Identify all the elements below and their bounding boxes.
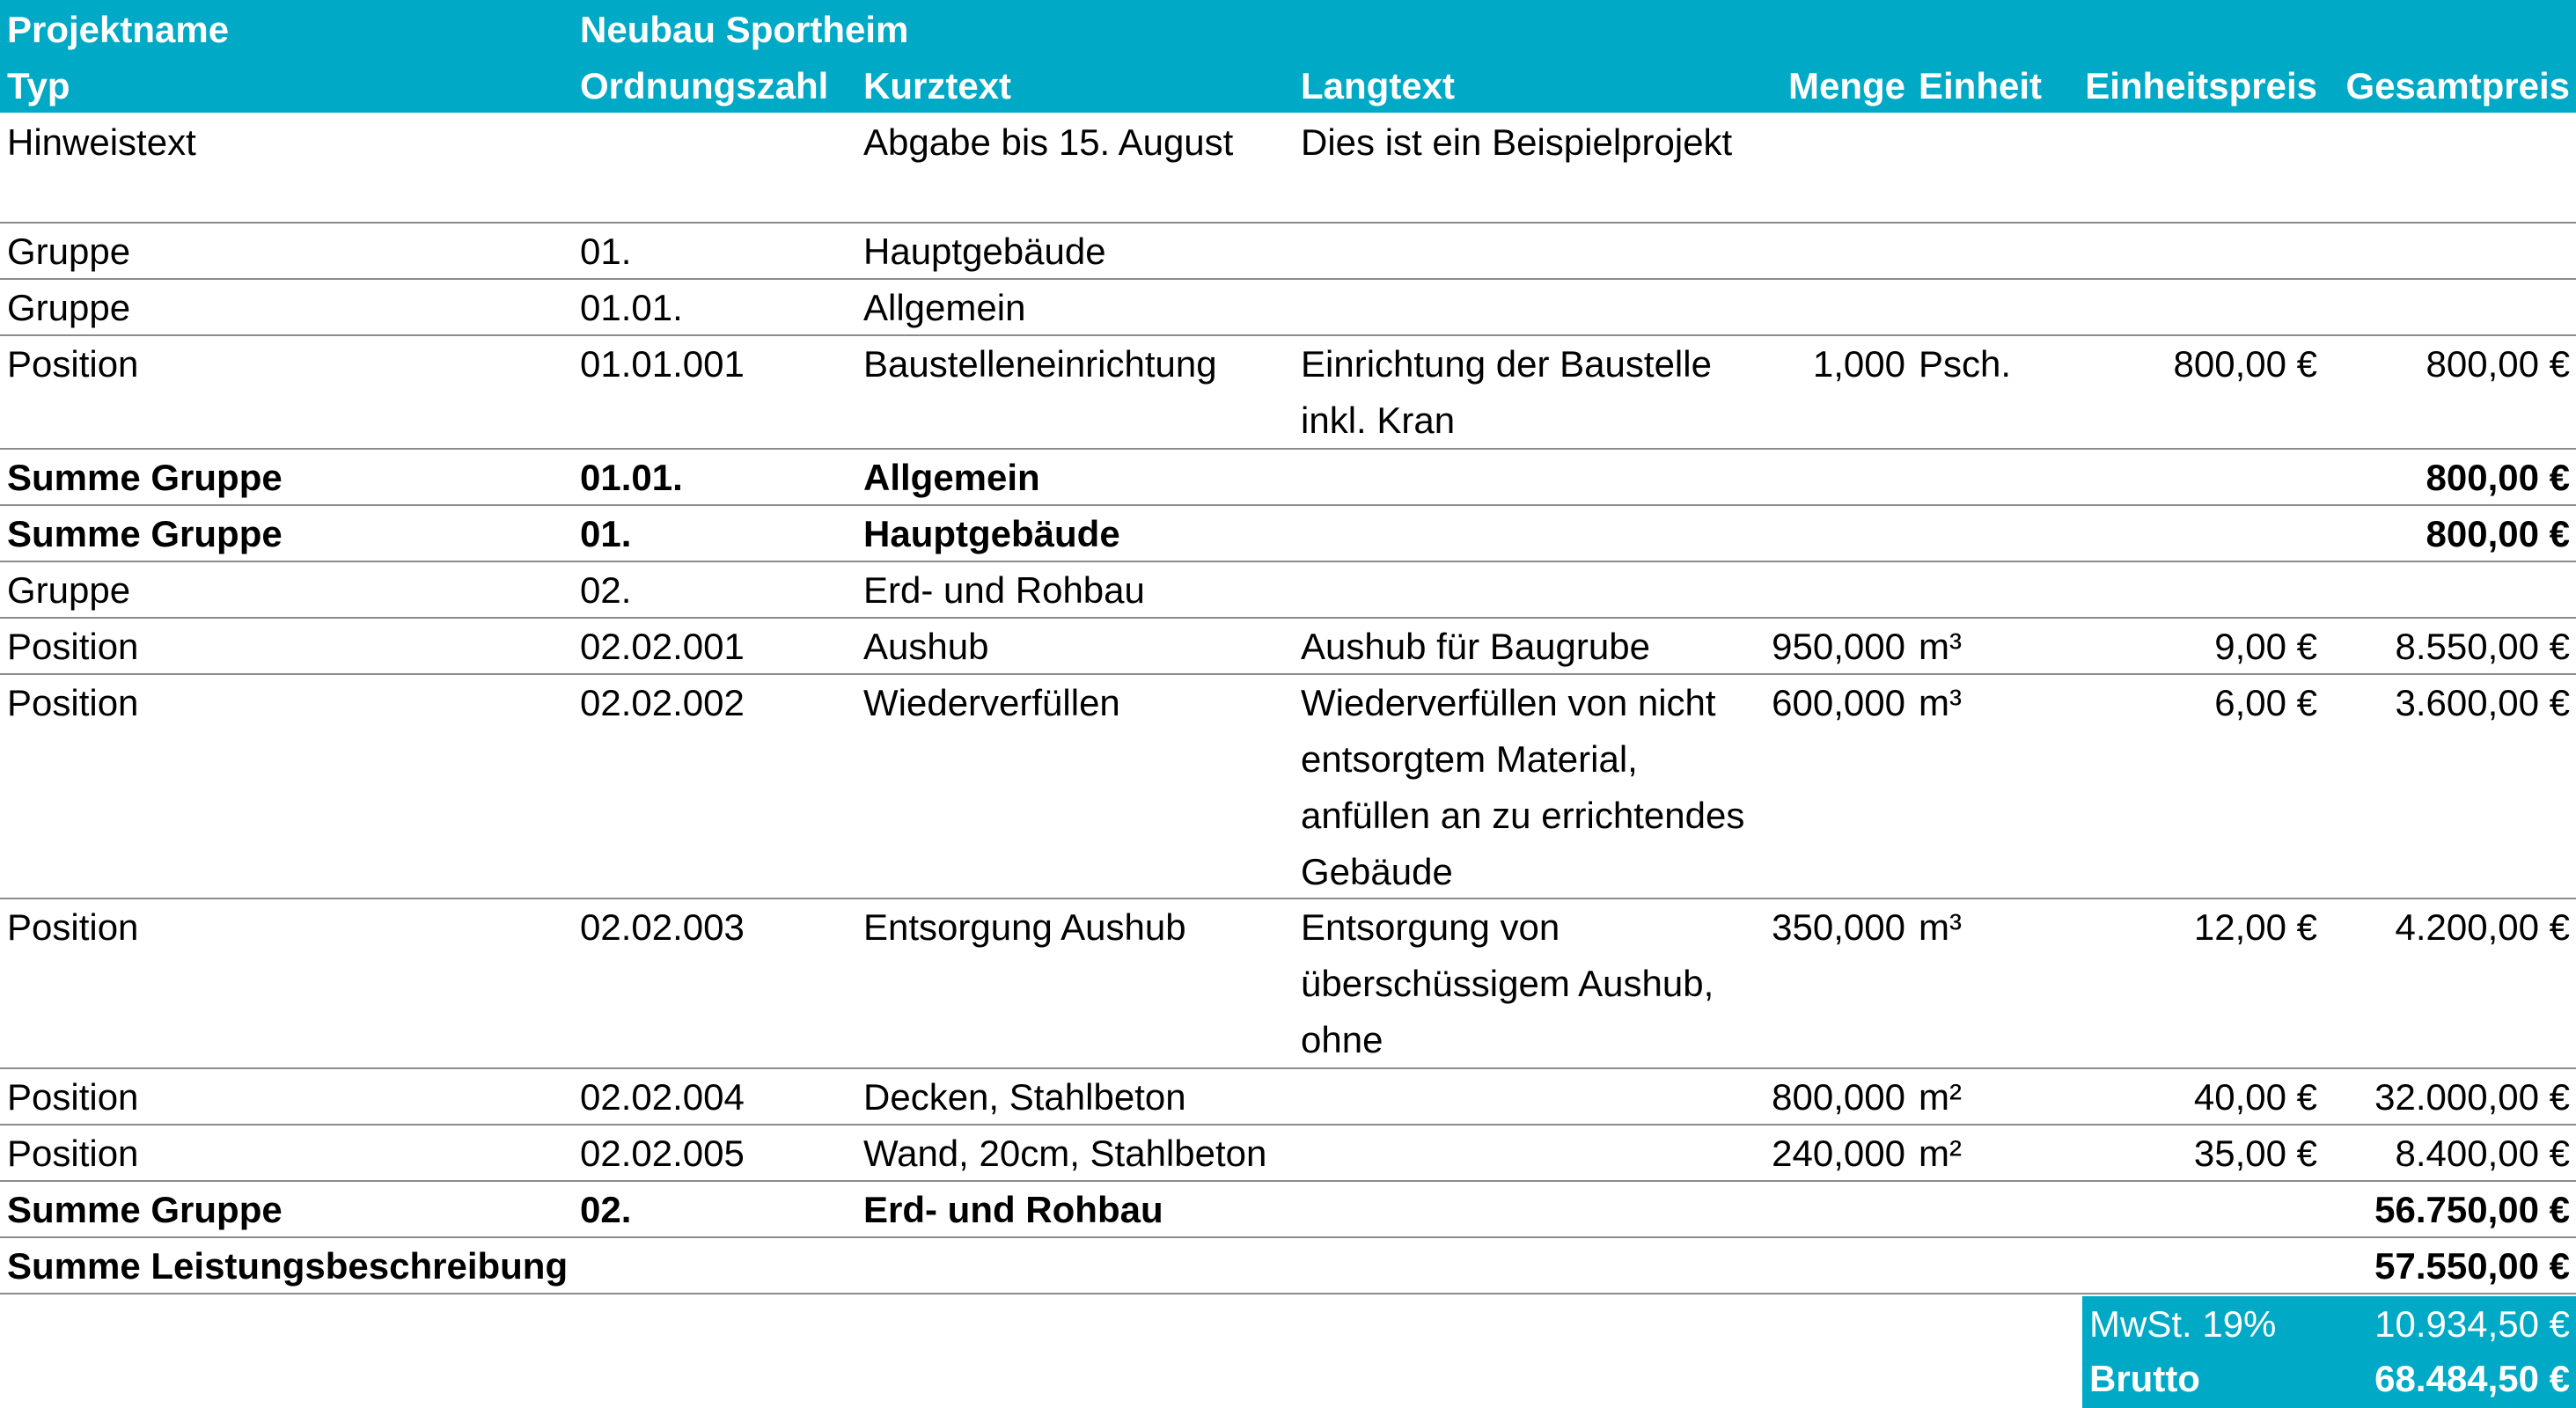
cell-ep: 9,00 € [2214, 626, 2317, 667]
cell-einheit: m² [1919, 1076, 1962, 1118]
cell-kurz: Decken, Stahlbeton [863, 1076, 1186, 1118]
cell-lang: Einrichtung der Baustelle inkl. Kran [1301, 343, 1712, 441]
col-gesamtpreis: Gesamtpreis [2345, 65, 2570, 106]
cell-typ: Position [7, 906, 139, 948]
cell-menge: 240,000 [1772, 1133, 1905, 1174]
col-typ: Typ [7, 65, 70, 106]
cell-kurz: Allgemein [863, 287, 1026, 328]
cell-typ: Summe Leistungsbeschreibung [7, 1245, 569, 1287]
cell-oz: 02.02.002 [580, 682, 745, 723]
cell-oz: 01.01. [580, 457, 683, 498]
table-row [0, 562, 2576, 619]
table-row [0, 506, 2576, 562]
cell-gp: 8.400,00 € [2395, 1133, 2570, 1174]
brutto-label: Brutto [2089, 1358, 2200, 1399]
cell-gp: 56.750,00 € [2374, 1189, 2570, 1230]
project-name: Neubau Sportheim [580, 9, 909, 50]
cell-ep: 35,00 € [2193, 1133, 2317, 1174]
cell-lang: Wiederverfüllen von nicht entsorgtem Material, anfüllen an zu errichtendes Gebäude [1301, 682, 1745, 892]
header-band [0, 0, 2576, 113]
cell-kurz: Erd- und Rohbau [863, 1189, 1163, 1230]
cell-kurz: Baustelleneinrichtung [863, 343, 1217, 385]
cell-ep: 6,00 € [2214, 682, 2317, 723]
cell-kurz: Hauptgebäude [863, 231, 1106, 272]
cell-typ: Gruppe [7, 231, 131, 272]
cell-oz: 02.02.005 [580, 1133, 745, 1174]
cell-typ: Position [7, 682, 139, 723]
cell-menge: 1,000 [1812, 343, 1905, 385]
cell-typ: Position [7, 1133, 139, 1174]
cell-oz: 02.02.001 [580, 626, 745, 667]
totals-block [2082, 1296, 2576, 1408]
table-row [0, 1182, 2576, 1238]
cell-kurz: Abgabe bis 15. August [863, 121, 1234, 163]
cell-typ: Summe Gruppe [7, 457, 283, 498]
cell-oz: 02.02.004 [580, 1076, 745, 1118]
cell-ep: 40,00 € [2193, 1076, 2317, 1118]
table-row [0, 450, 2576, 506]
cell-einheit: m³ [1919, 626, 1962, 667]
cell-lang: Aushub für Baugrube [1301, 626, 1650, 667]
cell-gp: 57.550,00 € [2374, 1245, 2570, 1287]
cell-oz: 02. [580, 1189, 632, 1230]
cell-oz: 02. [580, 569, 632, 611]
cell-oz: 02.02.003 [580, 906, 745, 948]
cell-menge: 350,000 [1772, 906, 1905, 948]
cell-lang: Entsorgung von überschüssigem Aushub, ohne [1301, 906, 1714, 1060]
cell-oz: 01.01.001 [580, 343, 745, 385]
col-menge: Menge [1787, 65, 1905, 106]
cell-lang: Dies ist ein Beispielprojekt [1301, 121, 1733, 163]
table-row [0, 1238, 2576, 1294]
cell-einheit: m³ [1919, 906, 1962, 948]
cell-kurz: Hauptgebäude [863, 513, 1120, 554]
table-row [0, 114, 2576, 224]
col-ordnungszahl: Ordnungszahl [580, 65, 829, 106]
cell-kurz: Wiederverfüllen [863, 682, 1120, 723]
cell-oz: 01.01. [580, 287, 683, 328]
cell-kurz: Allgemein [863, 457, 1040, 498]
cell-typ: Gruppe [7, 569, 131, 611]
cell-gp: 3.600,00 € [2395, 682, 2570, 723]
col-kurztext: Kurztext [863, 65, 1012, 106]
table-row [0, 675, 2576, 899]
col-einheit: Einheit [1919, 65, 2043, 106]
cell-typ: Gruppe [7, 287, 131, 328]
cell-kurz: Entsorgung Aushub [863, 906, 1186, 948]
brutto-value: 68.484,50 € [2374, 1358, 2570, 1399]
cell-typ: Hinweistext [7, 121, 196, 163]
cell-ep: 12,00 € [2193, 906, 2317, 948]
col-langtext: Langtext [1301, 65, 1456, 106]
cell-typ: Summe Gruppe [7, 1189, 283, 1230]
cell-oz: 01. [580, 513, 632, 554]
cell-gp: 800,00 € [2426, 513, 2570, 554]
cell-gp: 8.550,00 € [2395, 626, 2570, 667]
cell-typ: Summe Gruppe [7, 513, 283, 554]
col-einheitspreis: Einheitspreis [2085, 65, 2317, 106]
mwst-label: MwSt. 19% [2089, 1303, 2277, 1345]
mwst-value: 10.934,50 € [2374, 1303, 2570, 1345]
cell-kurz: Erd- und Rohbau [863, 569, 1145, 611]
table-row [0, 619, 2576, 675]
cell-menge: 950,000 [1772, 626, 1905, 667]
cell-menge: 600,000 [1772, 682, 1905, 723]
cell-einheit: m³ [1919, 682, 1962, 723]
cell-einheit: Psch. [1919, 343, 2012, 385]
table-row [0, 1069, 2576, 1126]
table-row [0, 224, 2576, 280]
cell-einheit: m² [1919, 1133, 1962, 1174]
table-row [0, 336, 2576, 450]
cell-oz: 01. [580, 231, 632, 272]
table-row [0, 1126, 2576, 1182]
table-row [0, 899, 2576, 1069]
cell-kurz: Wand, 20cm, Stahlbeton [863, 1133, 1267, 1174]
table-row [0, 280, 2576, 336]
cell-gp: 800,00 € [2426, 343, 2570, 385]
cell-typ: Position [7, 1076, 139, 1118]
project-label: Projektname [7, 9, 230, 50]
cell-typ: Position [7, 343, 139, 385]
cell-gp: 32.000,00 € [2374, 1076, 2570, 1118]
cell-gp: 4.200,00 € [2395, 906, 2570, 948]
cell-gp: 800,00 € [2426, 457, 2570, 498]
cell-typ: Position [7, 626, 139, 667]
cell-kurz: Aushub [863, 626, 989, 667]
cell-ep: 800,00 € [2173, 343, 2317, 385]
cell-menge: 800,000 [1772, 1076, 1905, 1118]
